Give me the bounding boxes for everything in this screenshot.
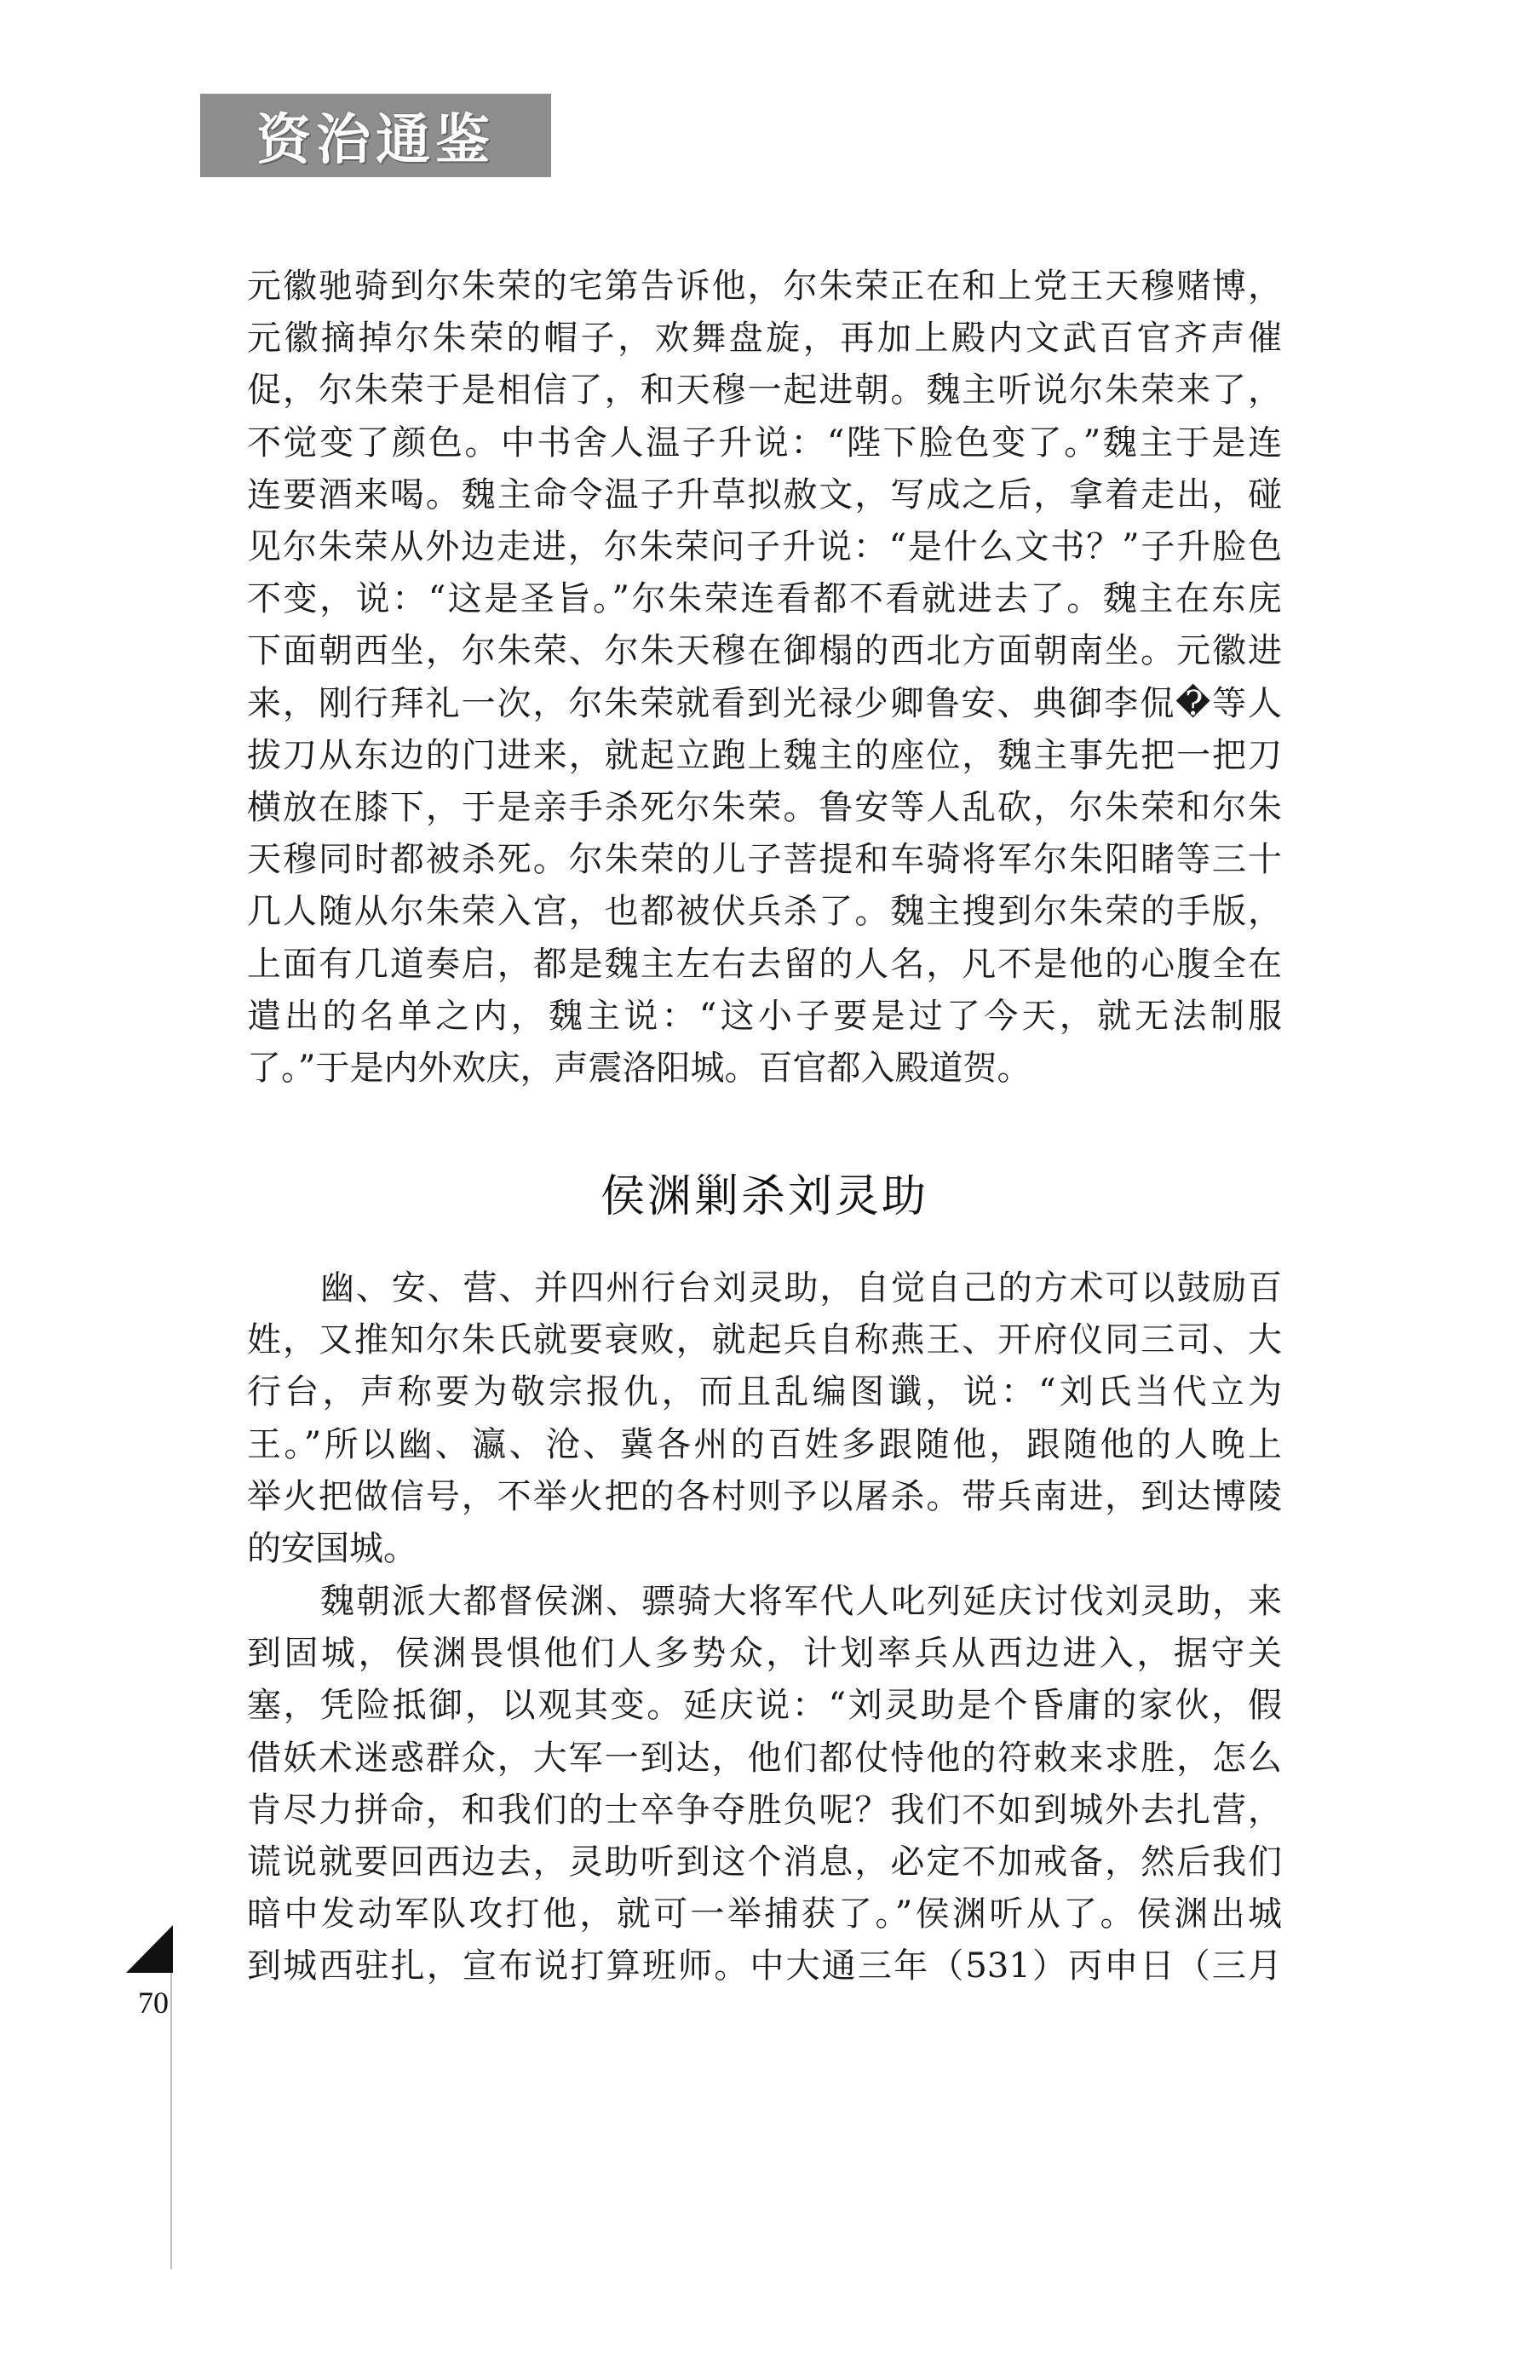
text-line: 暗中发动军队攻打他，就可一举捕获了。”侯渊听从了。侯渊出城 (247, 1894, 1282, 1934)
paragraph-2 (247, 1576, 1282, 1993)
text-line: 天穆同时都被杀死。尔朱荣的儿子菩提和车骑将军尔朱阳睹等三十 (247, 840, 1282, 880)
page-corner-triangle (126, 1925, 173, 1973)
text-line: 了。”于是内外欢庆，声震洛阳城。百官都入殿道贺。 (247, 1049, 1031, 1089)
text-line: 肯尽力拼命，和我们的士卒争夺胜负呢？我们不如到城外去扎营， (247, 1790, 1282, 1830)
text-line: 横放在膝下，于是亲手杀死尔朱荣。鲁安等人乱砍，尔朱荣和尔朱 (247, 788, 1282, 828)
text-line: 几人随从尔朱荣入宫，也都被伏兵杀了。魏主搜到尔朱荣的手版， (247, 892, 1282, 932)
text-line: 借妖术迷惑群众，大军一到达，他们都仗恃他的符敕来求胜，怎么 (247, 1738, 1282, 1778)
text-line: 塞，凭险抵御，以观其变。延庆说：“刘灵助是个昏庸的家伙，假 (247, 1686, 1282, 1726)
text-line: 见尔朱荣从外边走进，尔朱荣问子升说：“是什么文书？”子升脸色 (247, 527, 1282, 567)
page-number: 70 (138, 1986, 169, 2020)
text-line: 王。”所以幽、瀛、沧、冀各州的百姓多跟随他，跟随他的人晚上 (247, 1424, 1282, 1464)
text-line: 拔刀从东边的门进来，就起立跑上魏主的座位，魏主事先把一把刀 (247, 735, 1282, 775)
text-line: 魏朝派大都督侯渊、骠骑大将军代人叱列延庆讨伐刘灵助，来 (320, 1582, 1282, 1621)
text-line: 到固城，侯渊畏惧他们人多势众，计划率兵从西边进入，据守关 (247, 1634, 1282, 1674)
text-line: 来，刚行拜礼一次，尔朱荣就看到光禄少卿鲁安、典御李侃�等人 (247, 683, 1282, 723)
text-line: 促，尔朱荣于是相信了，和天穆一起进朝。魏主听说尔朱荣来了， (247, 371, 1282, 411)
continuation-text (247, 261, 1282, 1095)
text-line: 姓，又推知尔朱氏就要衰败，就起兵自称燕王、开府仪同三司、大 (247, 1320, 1282, 1360)
text-line: 下面朝西坐，尔朱荣、尔朱天穆在御榻的西北方面朝南坐。元徽进 (247, 631, 1282, 671)
text-line: 举火把做信号，不举火把的各村则予以屠杀。带兵南进，到达博陵 (247, 1476, 1282, 1516)
text-line: 元徽摘掉尔朱荣的帽子，欢舞盘旋，再加上殿内文武百官齐声催 (247, 319, 1282, 359)
text-line: 的安国城。 (247, 1529, 417, 1569)
text-line: 不觉变了颜色。中书舍人温子升说：“陛下脸色变了。”魏主于是连 (247, 423, 1282, 463)
paragraph-1 (247, 1262, 1282, 1575)
section-heading: 侯渊剿杀刘灵助 (600, 1171, 928, 1222)
text-line: 上面有几道奏启，都是魏主左右去留的人名，凡不是他的心腹全在 (247, 944, 1282, 984)
text-line: 遣出的名单之内，魏主说：“这小子要是过了今天，就无法制服 (247, 996, 1282, 1036)
margin-rule (170, 1973, 172, 2269)
text-line: 连要酒来喝。魏主命令温子升草拟赦文，写成之后，拿着走出，碰 (247, 474, 1282, 515)
text-line: 幽、安、营、并四州行台刘灵助，自觉自己的方术可以鼓励百 (320, 1268, 1282, 1308)
text-line: 到城西驻扎，宣布说打算班师。中大通三年（531）丙申日（三月 (247, 1946, 1282, 1986)
text-line: 不变，说：“这是圣旨。”尔朱荣连看都不看就进去了。魏主在东庑 (247, 579, 1282, 619)
text-line: 元徽驰骑到尔朱荣的宅第告诉他，尔朱荣正在和上党王天穆赌博， (247, 267, 1282, 306)
header-band (200, 94, 551, 177)
book-title: 资治通鉴 (256, 109, 495, 172)
text-line: 谎说就要回西边去，灵助听到这个消息，必定不加戒备，然后我们 (247, 1842, 1282, 1883)
text-line: 行台，声称要为敬宗报仇，而且乱编图谶，说：“刘氏当代立为 (247, 1372, 1282, 1412)
